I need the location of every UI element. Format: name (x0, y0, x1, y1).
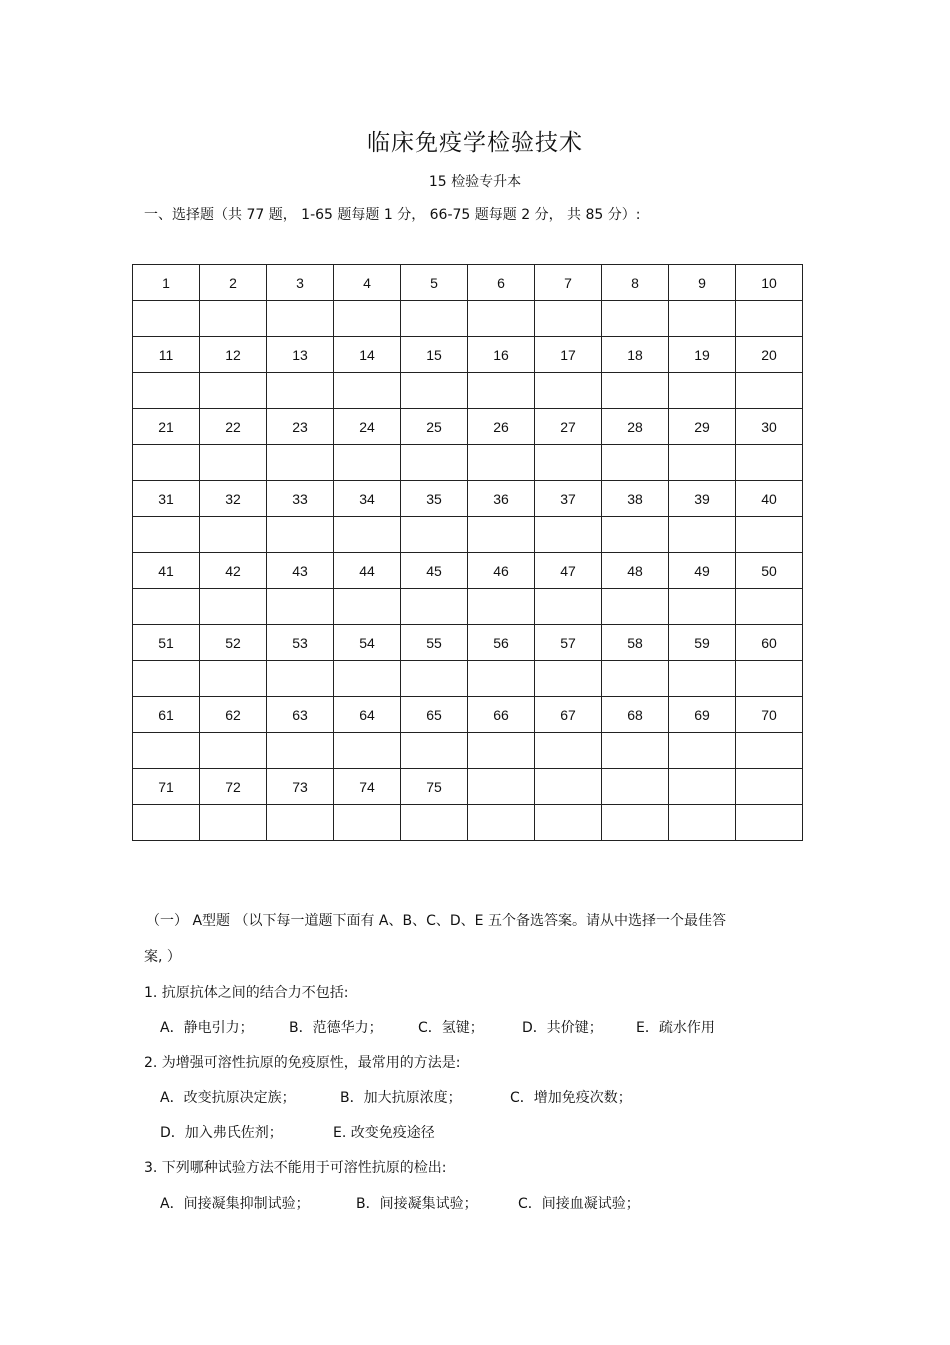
grid-answer-cell (535, 733, 602, 769)
grid-answer-row (133, 517, 803, 553)
grid-number-cell: 3 (267, 265, 334, 301)
grid-number-cell: 68 (602, 697, 669, 733)
grid-answer-cell (133, 733, 200, 769)
question-3-stem: 3. 下列哪种试验方法不能用于可溶性抗原的检出: (144, 1160, 447, 1176)
grid-answer-cell (401, 301, 468, 337)
grid-answer-cell (334, 373, 401, 409)
grid-answer-cell (133, 445, 200, 481)
grid-number-cell: 30 (736, 409, 803, 445)
grid-answer-cell (401, 373, 468, 409)
grid-number-cell: 27 (535, 409, 602, 445)
grid-number-cell: 23 (267, 409, 334, 445)
grid-number-cell: 2 (200, 265, 267, 301)
question-1-option-a: A．静电引力； (160, 1020, 254, 1036)
grid-answer-cell (535, 301, 602, 337)
grid-answer-cell (602, 301, 669, 337)
grid-answer-cell (401, 517, 468, 553)
question-3-option-a: A．间接凝集抑制试验； (160, 1196, 310, 1212)
grid-answer-cell (267, 301, 334, 337)
grid-number-cell: 18 (602, 337, 669, 373)
grid-number-cell: 69 (669, 697, 736, 733)
grid-number-cell: 47 (535, 553, 602, 589)
grid-number-cell: 48 (602, 553, 669, 589)
grid-number-cell: 53 (267, 625, 334, 661)
grid-answer-cell (133, 301, 200, 337)
grid-number-cell: 62 (200, 697, 267, 733)
grid-answer-row (133, 805, 803, 841)
grid-answer-row (133, 301, 803, 337)
grid-number-cell: 49 (669, 553, 736, 589)
grid-number-row (133, 337, 803, 373)
grid-answer-cell (602, 517, 669, 553)
grid-number-cell: 26 (468, 409, 535, 445)
grid-number-cell: 59 (669, 625, 736, 661)
grid-answer-cell (736, 301, 803, 337)
grid-answer-cell (267, 517, 334, 553)
grid-answer-cell (133, 661, 200, 697)
grid-number-cell: 56 (468, 625, 535, 661)
grid-answer-row (133, 661, 803, 697)
question-3-option-b: B．间接凝集试验； (356, 1196, 478, 1212)
grid-answer-cell (468, 373, 535, 409)
grid-number-cell: 7 (535, 265, 602, 301)
grid-answer-cell (669, 517, 736, 553)
grid-answer-cell (736, 589, 803, 625)
grid-answer-cell (669, 589, 736, 625)
grid-number-cell: 17 (535, 337, 602, 373)
grid-number-cell: 35 (401, 481, 468, 517)
grid-answer-cell (200, 373, 267, 409)
grid-answer-cell (334, 301, 401, 337)
grid-answer-cell (535, 517, 602, 553)
grid-number-cell: 51 (133, 625, 200, 661)
grid-answer-cell (133, 373, 200, 409)
grid-answer-cell (334, 661, 401, 697)
grid-number-cell: 39 (669, 481, 736, 517)
grid-answer-cell (669, 805, 736, 841)
grid-answer-cell (334, 517, 401, 553)
grid-number-cell: 63 (267, 697, 334, 733)
grid-answer-cell (133, 589, 200, 625)
grid-number-cell: 58 (602, 625, 669, 661)
grid-number-cell: 65 (401, 697, 468, 733)
grid-number-cell: 19 (669, 337, 736, 373)
grid-number-cell: 32 (200, 481, 267, 517)
question-3-option-c: C．间接血凝试验； (518, 1196, 640, 1212)
grid-number-cell: 46 (468, 553, 535, 589)
grid-answer-cell (267, 733, 334, 769)
grid-number-cell: 28 (602, 409, 669, 445)
question-1-option-d: D．共价键； (522, 1020, 603, 1036)
grid-number-cell: 14 (334, 337, 401, 373)
question-2-option-b: B．加大抗原浓度； (340, 1090, 462, 1106)
grid-number-cell: 4 (334, 265, 401, 301)
part-a-intro-line2: 案, ） (144, 949, 181, 965)
grid-answer-row (133, 445, 803, 481)
grid-answer-cell (334, 805, 401, 841)
grid-number-cell: 75 (401, 769, 468, 805)
question-1-option-c: C．氢键； (418, 1020, 484, 1036)
grid-answer-cell (468, 445, 535, 481)
grid-number-cell: 52 (200, 625, 267, 661)
grid-answer-cell (468, 517, 535, 553)
grid-number-cell: 61 (133, 697, 200, 733)
grid-answer-row (133, 589, 803, 625)
grid-answer-cell (468, 589, 535, 625)
grid-number-cell: 24 (334, 409, 401, 445)
question-2-option-c: C．增加免疫次数； (510, 1090, 632, 1106)
grid-number-cell: 64 (334, 697, 401, 733)
grid-answer-cell (602, 589, 669, 625)
document-title: 临床免疫学检验技术 (367, 130, 583, 156)
grid-number-cell (736, 769, 803, 805)
grid-answer-cell (267, 589, 334, 625)
grid-number-cell: 21 (133, 409, 200, 445)
grid-answer-cell (334, 733, 401, 769)
grid-answer-cell (200, 301, 267, 337)
grid-answer-cell (602, 733, 669, 769)
grid-number-cell: 13 (267, 337, 334, 373)
question-1-option-e: E．疏水作用 (636, 1020, 715, 1036)
grid-number-cell: 16 (468, 337, 535, 373)
grid-number-cell: 1 (133, 265, 200, 301)
grid-answer-cell (669, 661, 736, 697)
question-2-stem: 2. 为增强可溶性抗原的免疫原性，最常用的方法是: (144, 1055, 461, 1071)
grid-number-cell (602, 769, 669, 805)
grid-number-cell: 72 (200, 769, 267, 805)
grid-answer-cell (267, 805, 334, 841)
grid-number-cell: 43 (267, 553, 334, 589)
grid-number-cell (468, 769, 535, 805)
grid-number-row (133, 697, 803, 733)
grid-answer-cell (535, 661, 602, 697)
grid-number-cell: 67 (535, 697, 602, 733)
grid-number-cell: 45 (401, 553, 468, 589)
grid-answer-cell (200, 517, 267, 553)
grid-answer-cell (200, 805, 267, 841)
grid-number-cell: 5 (401, 265, 468, 301)
grid-answer-cell (602, 373, 669, 409)
grid-number-cell: 15 (401, 337, 468, 373)
grid-number-cell: 8 (602, 265, 669, 301)
grid-answer-cell (200, 589, 267, 625)
grid-answer-cell (535, 445, 602, 481)
grid-number-cell: 50 (736, 553, 803, 589)
grid-number-cell: 60 (736, 625, 803, 661)
grid-answer-cell (401, 445, 468, 481)
grid-answer-cell (736, 373, 803, 409)
grid-number-row (133, 481, 803, 517)
grid-answer-cell (200, 445, 267, 481)
grid-number-row (133, 409, 803, 445)
grid-answer-cell (602, 445, 669, 481)
grid-number-cell: 10 (736, 265, 803, 301)
grid-answer-row (133, 733, 803, 769)
grid-answer-cell (200, 733, 267, 769)
grid-number-cell: 25 (401, 409, 468, 445)
grid-number-cell: 29 (669, 409, 736, 445)
grid-number-cell: 11 (133, 337, 200, 373)
grid-number-cell: 38 (602, 481, 669, 517)
grid-number-cell: 40 (736, 481, 803, 517)
grid-answer-cell (669, 733, 736, 769)
grid-answer-cell (535, 589, 602, 625)
grid-number-cell: 70 (736, 697, 803, 733)
grid-number-cell: 22 (200, 409, 267, 445)
grid-number-cell (669, 769, 736, 805)
question-1-option-b: B．范德华力； (289, 1020, 383, 1036)
grid-answer-cell (200, 661, 267, 697)
grid-answer-cell (468, 733, 535, 769)
question-2-option-a: A．改变抗原决定族； (160, 1090, 296, 1106)
grid-answer-cell (401, 733, 468, 769)
grid-number-row (133, 265, 803, 301)
grid-answer-cell (468, 805, 535, 841)
grid-answer-row (133, 373, 803, 409)
grid-answer-cell (669, 301, 736, 337)
grid-number-cell (535, 769, 602, 805)
grid-answer-cell (468, 661, 535, 697)
grid-answer-cell (736, 517, 803, 553)
grid-number-row (133, 553, 803, 589)
grid-number-cell: 71 (133, 769, 200, 805)
grid-number-cell: 31 (133, 481, 200, 517)
grid-answer-cell (535, 805, 602, 841)
grid-answer-cell (736, 805, 803, 841)
grid-number-cell: 20 (736, 337, 803, 373)
grid-answer-cell (736, 445, 803, 481)
grid-answer-cell (602, 805, 669, 841)
grid-number-row (133, 769, 803, 805)
section-heading: 一、选择题（共 77 题， 1-65 题每题 1 分， 66-75 题每题 2 分， 共 85 分）: (144, 207, 641, 223)
grid-answer-cell (401, 589, 468, 625)
grid-answer-cell (267, 661, 334, 697)
grid-number-cell: 74 (334, 769, 401, 805)
answer-grid (132, 264, 803, 841)
grid-number-cell: 34 (334, 481, 401, 517)
grid-number-cell: 44 (334, 553, 401, 589)
grid-number-cell: 37 (535, 481, 602, 517)
grid-answer-cell (736, 661, 803, 697)
grid-answer-cell (535, 373, 602, 409)
question-2-option-e: E. 改变免疫途径 (333, 1125, 435, 1141)
grid-number-cell: 73 (267, 769, 334, 805)
grid-answer-cell (602, 661, 669, 697)
grid-answer-cell (334, 589, 401, 625)
grid-number-row (133, 625, 803, 661)
grid-number-cell: 41 (133, 553, 200, 589)
grid-number-cell: 12 (200, 337, 267, 373)
grid-answer-cell (736, 733, 803, 769)
grid-answer-cell (133, 805, 200, 841)
question-2-option-d: D．加入弗氏佐剂； (160, 1125, 283, 1141)
document-subtitle: 15 检验专升本 (428, 174, 522, 190)
grid-answer-cell (334, 445, 401, 481)
grid-answer-cell (669, 373, 736, 409)
grid-answer-cell (267, 373, 334, 409)
part-a-intro-line1: （一） A型题 （以下每一道题下面有 A、B、C、D、E 五个备选答案。请从中选择一个最佳答 (146, 913, 726, 929)
grid-number-cell: 55 (401, 625, 468, 661)
grid-answer-cell (133, 517, 200, 553)
grid-number-cell: 54 (334, 625, 401, 661)
grid-answer-cell (401, 805, 468, 841)
grid-answer-cell (401, 661, 468, 697)
grid-number-cell: 33 (267, 481, 334, 517)
grid-number-cell: 9 (669, 265, 736, 301)
grid-answer-cell (267, 445, 334, 481)
grid-number-cell: 42 (200, 553, 267, 589)
grid-answer-cell (669, 445, 736, 481)
grid-number-cell: 57 (535, 625, 602, 661)
grid-number-cell: 66 (468, 697, 535, 733)
grid-number-cell: 6 (468, 265, 535, 301)
grid-number-cell: 36 (468, 481, 535, 517)
grid-answer-cell (468, 301, 535, 337)
question-1-stem: 1. 抗原抗体之间的结合力不包括: (144, 985, 349, 1001)
